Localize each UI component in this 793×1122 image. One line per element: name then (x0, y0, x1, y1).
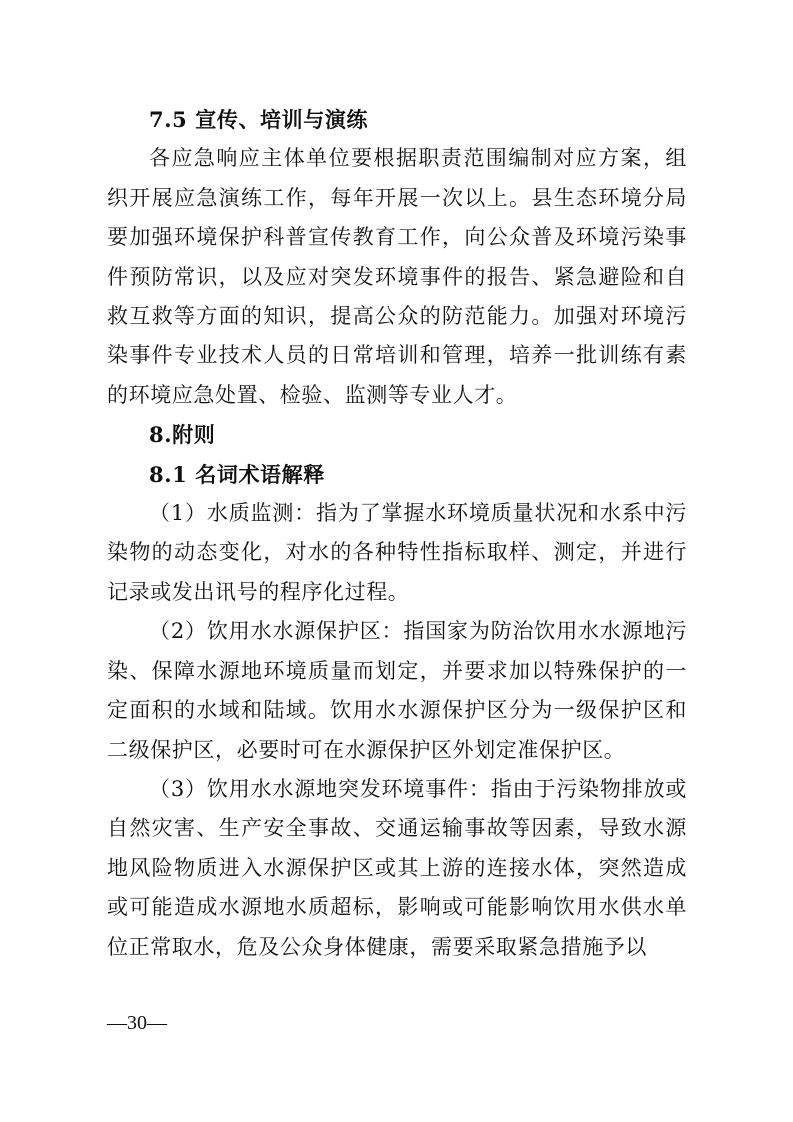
para-term-3: （3）饮用水水源地突发环境事件：指由于污染物排放或自然灾害、生产安全事故、交通运输事故等因素，导致水源地风险物质进入水源保护区或其上游的连接水体，突然造成或可能造成水源地水质超标，影响或可能影响饮用水供水单位正常取水，危及公众身体健康，需要采取紧急措施予以 (107, 776, 687, 959)
para-term-2: （2）饮用水水源保护区：指国家为防治饮用水水源地污染、保障水源地环境质量而划定，并要求加以特殊保护的一定面积的水域和陆域。饮用水水源保护区分为一级保护区和二级保护区，必要时可在水源保护区外划定准保护区。 (107, 619, 687, 762)
para-7-5: 各应急响应主体单位要根据职责范围编制对应方案，组织开展应急演练工作，每年开展一次以上。县生态环境分局要加强环境保护科普宣传教育工作，向公众普及环境污染事件预防常识，以及应对突发环境事件的报告、紧急避险和自救互救等方面的知识，提高公众的防范能力。加强对环境污染事件专业技术人员的日常培训和管理，培养一批训练有素的环境应急处置、检验、监测等专业人才。 (107, 146, 687, 407)
para-term-1: （1）水质监测：指为了掌握水环境质量状况和水系中污染物的动态变化，对水的各种特性指标取样、测定，并进行记录或发出讯号的程序化过程。 (107, 501, 687, 604)
heading-8: 8.附则 (149, 422, 216, 448)
heading-8-1: 8.1 名词术语解释 (149, 461, 325, 487)
heading-7-5: 7.5 宣传、培训与演练 (149, 107, 369, 132)
document-body (107, 100, 687, 967)
page-number: —30— (107, 1012, 167, 1034)
